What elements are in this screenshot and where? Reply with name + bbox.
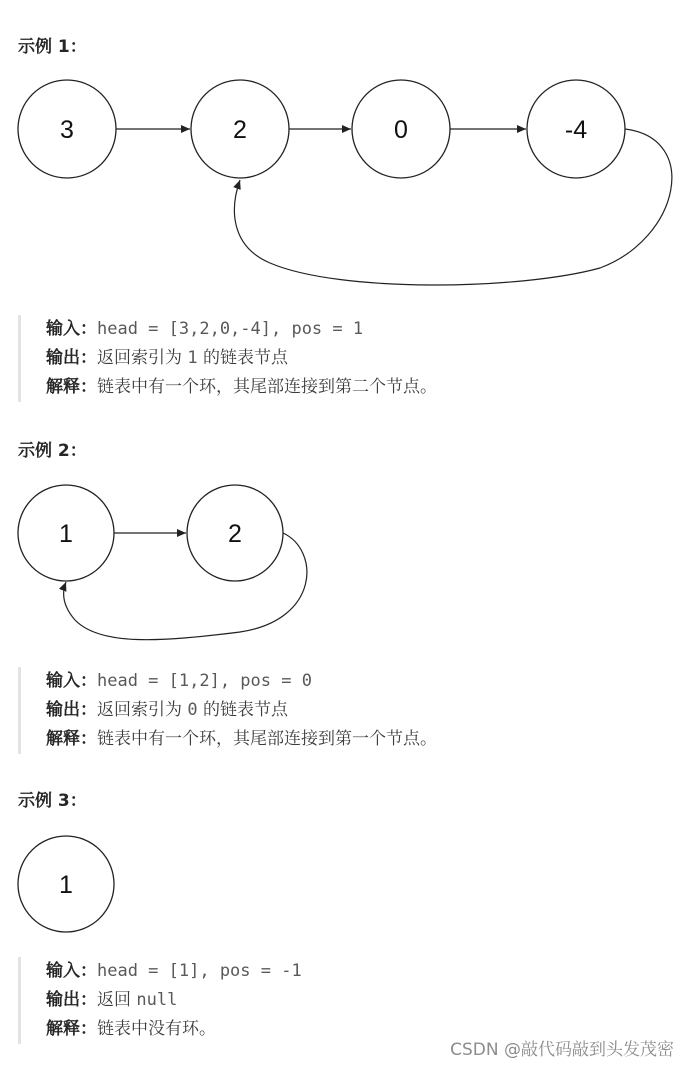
list-node-2 bbox=[187, 485, 283, 581]
example-3-diagram bbox=[0, 832, 200, 938]
list-node-3 bbox=[352, 80, 450, 178]
input-value: head = [3,2,0,-4], pos = 1 bbox=[97, 319, 364, 339]
input-label: 输入： bbox=[46, 671, 97, 691]
explain-value: 链表中有一个环，其尾部连接到第一个节点。 bbox=[97, 729, 437, 749]
explain-row bbox=[46, 1015, 302, 1044]
example-1-title: 示例 1： bbox=[18, 37, 87, 57]
explain-label: 解释： bbox=[46, 729, 97, 749]
output-label: 输出： bbox=[46, 700, 97, 720]
input-row bbox=[46, 315, 437, 344]
output-code: null bbox=[136, 990, 178, 1010]
output-suffix: 的链表节点 bbox=[197, 348, 289, 368]
list-node-1 bbox=[18, 485, 114, 581]
input-value: head = [1,2], pos = 0 bbox=[97, 671, 312, 691]
example-3-io-block bbox=[18, 957, 302, 1044]
explain-row bbox=[46, 725, 437, 754]
output-row bbox=[46, 344, 437, 373]
explain-row bbox=[46, 373, 437, 402]
explain-label: 解释： bbox=[46, 1019, 97, 1039]
node-value: 2 bbox=[233, 116, 247, 144]
node-value: 2 bbox=[228, 520, 242, 548]
example-1-io-block bbox=[18, 315, 437, 402]
example-2-title: 示例 2： bbox=[18, 441, 87, 461]
output-label: 输出： bbox=[46, 348, 97, 368]
node-value: 3 bbox=[60, 116, 74, 144]
output-code: 0 bbox=[187, 700, 198, 720]
output-row bbox=[46, 986, 302, 1015]
output-row bbox=[46, 696, 437, 725]
list-node-1 bbox=[18, 836, 114, 932]
list-node-2 bbox=[191, 80, 289, 178]
output-prefix: 返回 bbox=[97, 990, 137, 1010]
node-value: 1 bbox=[59, 520, 73, 548]
node-value: 1 bbox=[59, 871, 73, 899]
list-node-1 bbox=[18, 80, 116, 178]
input-row bbox=[46, 957, 302, 986]
example-1-diagram bbox=[0, 78, 688, 293]
output-prefix: 返回索引为 bbox=[97, 700, 188, 720]
input-label: 输入： bbox=[46, 961, 97, 981]
explain-value: 链表中没有环。 bbox=[97, 1019, 216, 1039]
output-code: 1 bbox=[187, 348, 198, 368]
node-value: -4 bbox=[564, 116, 588, 144]
example-3-title: 示例 3： bbox=[18, 791, 87, 811]
output-prefix: 返回索引为 bbox=[97, 348, 188, 368]
output-suffix: 的链表节点 bbox=[197, 700, 289, 720]
node-value: 0 bbox=[394, 116, 408, 144]
input-label: 输入： bbox=[46, 319, 97, 339]
input-row bbox=[46, 667, 437, 696]
output-label: 输出： bbox=[46, 990, 97, 1010]
explain-value: 链表中有一个环，其尾部连接到第二个节点。 bbox=[97, 377, 437, 397]
example-2-diagram bbox=[0, 480, 688, 650]
input-value: head = [1], pos = -1 bbox=[97, 961, 302, 981]
list-node-4 bbox=[527, 80, 625, 178]
csdn-watermark: CSDN @敲代码敲到头发茂密 bbox=[450, 1040, 674, 1060]
example-2-io-block bbox=[18, 667, 437, 754]
explain-label: 解释： bbox=[46, 377, 97, 397]
